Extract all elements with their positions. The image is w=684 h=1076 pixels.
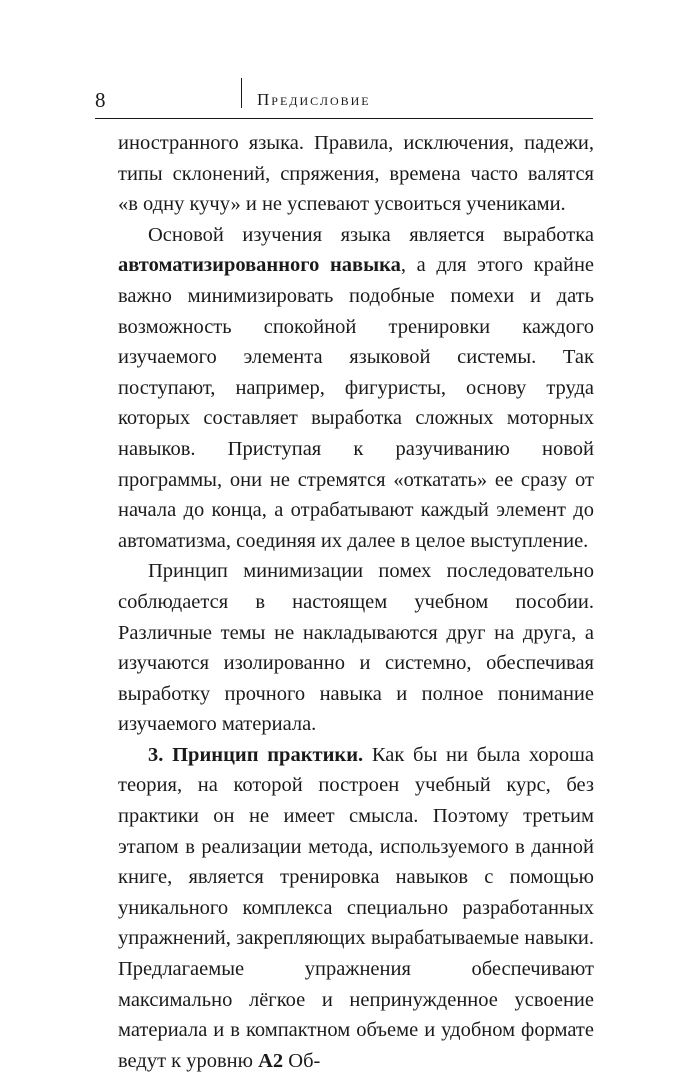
paragraph-text: , а для этого крайне важно минимизировать подобные помехи и дать возможность спокойной тренировки каждого изучаемого элемента языковой системы. Так поступают, например, фигуристы, основу труда которых составляет выработка сложных моторных навыков. Приступая к разучиванию новой программы, они не стремятся «откатать» ее сразу от начала до конца, а отрабатывают каждый элемент до автоматизма, соединяя их далее в целое выступление. bbox=[118, 254, 595, 552]
paragraph-text: Об- bbox=[283, 1049, 321, 1072]
level-label: A2 bbox=[258, 1049, 284, 1072]
page-number: 8 bbox=[95, 88, 106, 112]
paragraph-practice bbox=[118, 740, 594, 1076]
paragraph-automation bbox=[118, 220, 594, 557]
paragraph-minimization bbox=[118, 556, 594, 740]
header-divider bbox=[241, 78, 242, 108]
section-heading: 3. Принцип практики. bbox=[148, 743, 364, 766]
header-rule bbox=[95, 118, 593, 119]
page-header bbox=[95, 78, 593, 118]
paragraph-text: Принцип минимизации помех последовательно соблюдается в настоящем учебном пособии. Различные темы не накладываются друг на друга, а изучаются изолированно и системно, обеспечивая выработку прочного навыка и полное понимание изучаемого материала. bbox=[118, 560, 594, 736]
bold-term: автоматизированного навыка bbox=[118, 254, 401, 277]
paragraph-continuation bbox=[118, 128, 594, 220]
body-text bbox=[118, 128, 594, 1076]
paragraph-text: Как бы ни была хороша теория, на которой построен учебный курс, без практики он не имеет смысла. Поэтому третьим этапом в реализации метода, используемого в данной книге, является тренировка навыков с помощью уникального комплекса специально разработанных упражнений, закрепляющих вырабатываемые навыки. Предлагаемые упражнения обеспечивают максимально лёгкое и непринужденное усвоение материала и в компактном объеме и удобном формате ведут к уровню bbox=[118, 743, 594, 1072]
paragraph-text: Основой изучения языка является выработка bbox=[148, 223, 594, 246]
paragraph-text: иностранного языка. Правила, исключения, падежи, типы склонений, спряжения, времена часто валятся «в одну кучу» и не успевают усвоиться учениками. bbox=[118, 132, 594, 216]
running-title: Предисловие bbox=[257, 90, 371, 109]
